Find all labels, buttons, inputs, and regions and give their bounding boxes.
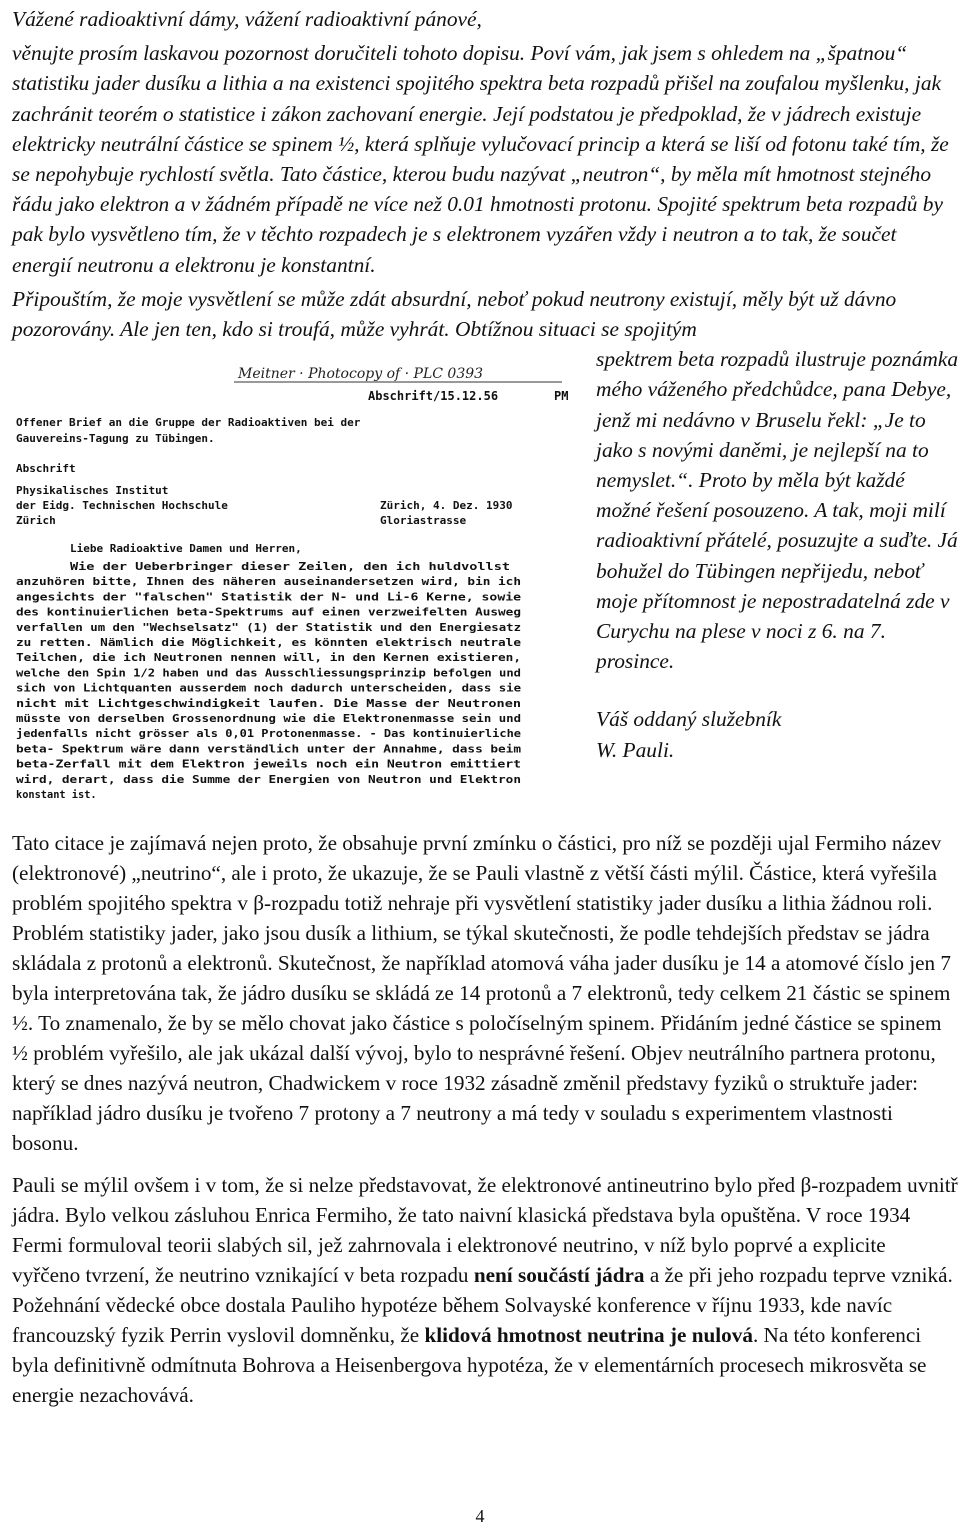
scan-letter-line: sich von Lichtquanten ausserdem noch dadurch unterscheiden, dass sie xyxy=(16,682,521,695)
article-paragraph-2 xyxy=(12,1170,958,1410)
scan-letter-line: Teilchen, die ich Neutronen nennen will, in den Kernen existieren, xyxy=(16,652,521,665)
scan-abschrift-date: Abschrift/15.12.56 xyxy=(368,389,499,403)
scan-title-line-2: Gauvereins-Tagung zu Tübingen. xyxy=(16,432,215,445)
scanned-original-letter xyxy=(2,352,582,804)
scan-street: Gloriastrasse xyxy=(380,514,467,527)
scan-letter-line: nicht mit Lichtgeschwindigkeit laufen. Die Masse der Neutronen xyxy=(16,697,521,710)
scan-letter-line: zu retten. Nämlich die Möglichkeit, es könnten elektrisch neutrale xyxy=(16,637,521,649)
letter-paragraph-2-start: Připouštím, že moje vysvětlení se může zdát absurdní, neboť pokud neutrony existují, měly být už dávno pozorovány. Ale jen ten, kdo si troufá, může vyhrát. Obtížnou situaci se spojitým xyxy=(12,286,897,342)
scan-letter-line: beta-Zerfall mit dem Elektron jeweils noch ein Neutron emittiert xyxy=(16,758,521,771)
article-paragraph-1: Tato citace je zajímavá nejen proto, že obsahuje první zmínku o částici, pro níž se později ujal Fermiho název (elektronové) „neutrino“, ale i proto, že ukazuje, že se Pauli vlastně z větší části mýlil. Částice, která vyřešila problém spojitého spektra v β-rozpadu totiž nehraje při vysvětlení statistiky jader dusíku a lithia žádnou roli. Problém statistiky jader, jako jsou dusík a lithium, se týkal skutečnosti, že podle tehdejších představ se jádra skládala z protonů a elektronů. Skutečnost, že například atomová váha jader dusíku je 14 a atomové číslo jen 7 byla interpretována tak, že jádro dusíku se skládá ze 14 protonů a 7 elektronů, tedy celkem 21 částic se spinem ½. To znamenalo, že by se mělo chovat jako částice s poločíselným spinem. Přidáním jedné částice se spinem ½ problém vyřešilo, ale jak ukázal další vývoj, bylo to nesprávné řešení. Objev neutrálního partnera protonu, který se dnes nazývá neutron, Chadwickem v roce 1932 zásadně změnil představy fyziků o struktuře jader: například jádro dusíku je tvořeno 7 protony a 7 neutrony a má tedy v souladu s experimentem vlastnosti bosonu. xyxy=(12,831,952,1155)
scan-abschrift: Abschrift xyxy=(16,462,76,475)
scan-institute-2: der Eidg. Technischen Hochschule xyxy=(16,499,228,512)
article-paragraph-2-bold-2: klidová hmotnost neutrina je nulová xyxy=(424,1323,753,1347)
scan-letter-line: Wie der Ueberbringer dieser Zeilen, den ich huldvollst xyxy=(70,561,511,573)
scan-handwritten-header: Meitner · Photocopy of · PLC 0393 xyxy=(238,366,484,382)
scan-letter-line: anzuhören bitte, Ihnen des näheren auseinandersetzen wird, bin ich xyxy=(16,576,521,589)
article-body xyxy=(12,828,958,1410)
letter-closing: Váš oddaný služebník xyxy=(596,707,782,732)
scan-stamp: PM xyxy=(554,389,569,403)
scan-letter-line: des kontinuierlichen beta-Spektrums auf einen verzweifelten Ausweg xyxy=(16,606,521,619)
scan-title-line-1: Offener Brief an die Gruppe der Radioaktiven bei der xyxy=(16,416,361,429)
article-paragraph-2-part-c: . Na této konferenci byla definitivně odmítnuta Bohrova a Heisenbergova hypotéza, že v elementárních procesech mikrosvěta se energie nezachovává. xyxy=(12,1323,927,1407)
scan-letter-line: jedenfalls nicht grösser als 0,01 Protonenmasse. - Das kontinuierliche xyxy=(16,728,521,741)
scan-institute-3: Zürich xyxy=(16,514,56,527)
scanned-letter-image xyxy=(2,352,582,804)
scan-letter-line: wird, derart, dass die Summe der Energien von Neutron und Elektron xyxy=(16,773,521,786)
scan-place-date: Zürich, 4. Dez. 1930 xyxy=(380,499,513,512)
page-number: 4 xyxy=(475,1506,485,1526)
scan-greeting: Liebe Radioaktive Damen und Herren, xyxy=(70,542,302,555)
letter-paragraph-2 xyxy=(12,284,960,344)
article-paragraph-2-bold-1: není součástí jádra xyxy=(473,1263,645,1287)
scan-letter-line: müsste von derselben Grossenordnung wie die Elektronenmasse sein und xyxy=(16,713,521,725)
scan-letter-line: angesichts der "falschen" Statistik der N- und Li-6 Kerne, sowie xyxy=(16,591,521,604)
article-paragraph-2-part-a: Pauli se mýlil ovšem i v tom, že si nelze představovat, že elektronové antineutrino bylo před β-rozpadem uvnitř jádra. Bylo velkou zásluhou Enrica Fermiho, že tato naivní klasická představa byla opuštěna. V roce 1934 Fermi formuloval teorii slabých sil, jež zahrnovala i elektronové neutrino, v níž bylo poprvé a explicite vyřčeno tvrzení, že neutrino vznikající v beta rozpadu xyxy=(12,1173,958,1287)
letter-salutation: Vážené radioaktivní dámy, vážení radioaktivní pánové, xyxy=(12,7,482,31)
scan-letter-line: beta- Spektrum wäre dann verständlich unter der Annahme, dass beim xyxy=(16,743,521,756)
article-paragraph-2-part-b: a že při jeho rozpadu teprve vzniká. Požehnání vědecké obce dostala Pauliho hypotéze během Solvayské konference v říjnu 1933, kde navíc francouzský fyzik Perrin vyslovil domněnku, že xyxy=(12,1263,953,1347)
letter-paragraph-2-continuation xyxy=(596,344,960,765)
letter-paragraph-2-float-text: spektrem beta rozpadů ilustruje poznámka mého váženého předchůdce, pana Debye, jenž mi nedávno v Bruselu řekl: „Je to jako s novými daněmi, je nejlepší na to nemyslet.“. Proto by měla být každé možné řešení posouzeno. A tak, moji milí radioaktivní přátelé, posuzujte a suďte. Já bohužel do Tübingen nepřijedu, neboť moje přítomnost je nepostradatelná zde v Curychu na plese v noci z 6. na 7. prosince. xyxy=(596,347,959,674)
scan-letter-line: welche den Spin 1/2 haben und das Ausschliessungsprinzip befolgen und xyxy=(16,667,521,680)
letter-signature: W. Pauli. xyxy=(596,737,675,762)
scan-letter-line: konstant ist. xyxy=(16,789,97,801)
scan-institute-1: Physikalisches Institut xyxy=(16,484,169,497)
letter-paragraph-1: věnujte prosím laskavou pozornost doručiteli tohoto dopisu. Poví vám, jak jsem s ohledem na „špatnou“ statistiku jader dusíku a lithia a na existenci spojitého spektra beta rozpadů přišel na zoufalou myšlenku, jak zachránit teorém o statistice i zákon zachovaní energie. Její podstatou je předpoklad, že v jádrech existuje elektricky neutrální částice se spinem ½, která splňuje vylučovací princip a která se liší od fotonu také tím, že se nepohybuje rychlostí světla. Tato částice, kterou budu nazývat „neutron“, by měla mít hmotnost stejného řádu jako elektron a v žádném případě ne více než 0.01 hmotnosti protonu. Spojité spektrum beta rozpadů by pak bylo vysvětleno tím, že v těchto rozpadech je s elektronem vyzářen vždy i neutron a to tak, že součet energií neutronu a elektronu je konstantní. xyxy=(12,41,949,277)
scan-letter-line: verfallen um den "Wechselsatz" (1) der Statistik und den Energiesatz xyxy=(16,621,521,634)
